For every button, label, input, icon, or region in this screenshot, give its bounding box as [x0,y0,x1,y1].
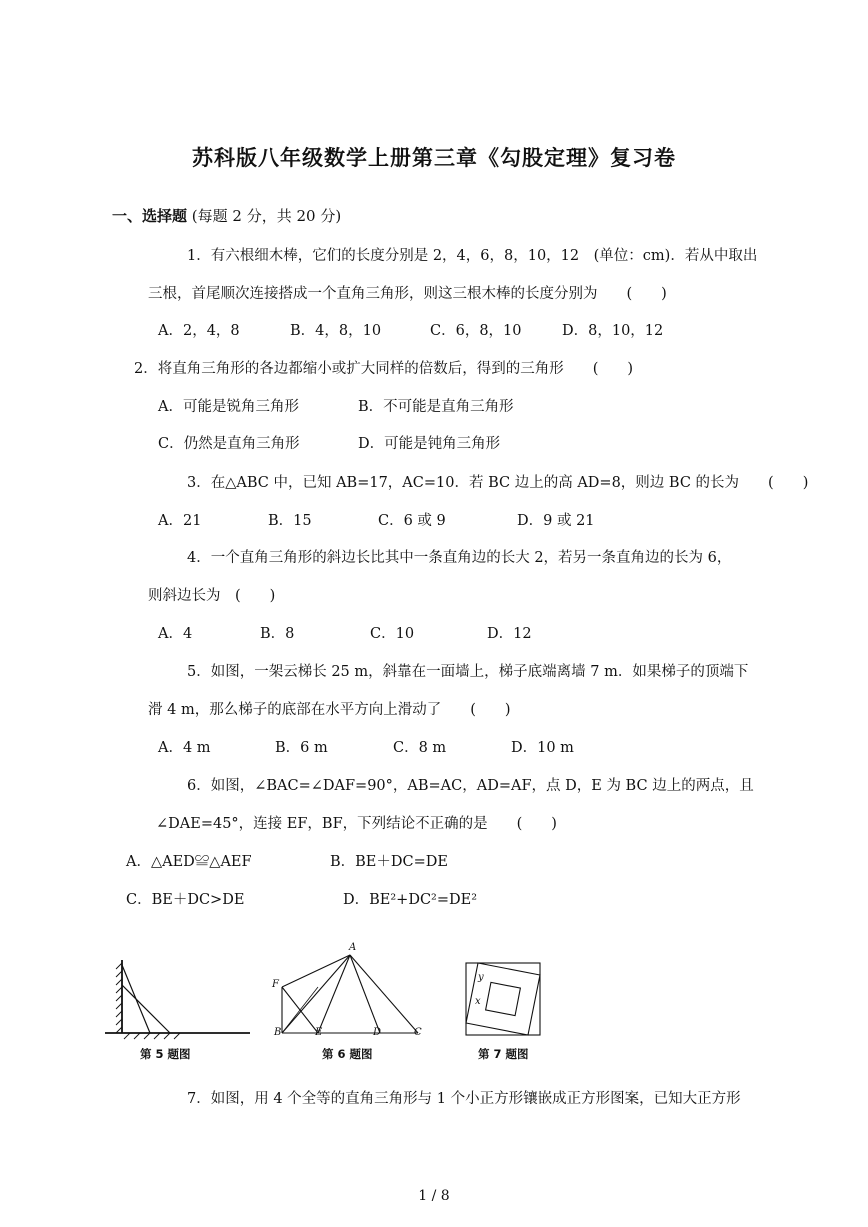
q3-option-b: B．15 [268,513,312,529]
question-2-line-1: 2．将直角三角形的各边都缩小或扩大同样的倍数后，得到的三角形 ( ) [134,361,634,377]
q2-option-b: B．不可能是直角三角形 [358,399,514,415]
question-4-line-2: 则斜边长为 ( ) [148,588,276,604]
question-4-line-1: 4．一个直角三角形的斜边长比其中一条直角边的长大 2，若另一条直角边的长为 6， [187,550,732,566]
q5-option-c: C．8 m [393,740,447,756]
fig6-label-a: A [349,942,357,953]
fig7-label-x: x [475,996,481,1007]
q1-option-b: B．4，8，10 [290,323,382,339]
question-6-line-1: 6．如图，∠BAC=∠DAF=90°，AB=AC，AD=AF，点 D，E 为 BC 边上的两点，且 [187,778,754,794]
fig6-label-b: B [274,1027,282,1038]
q1-option-d: D．8，10，12 [562,323,664,339]
fig7-caption: 第 7 题图 [478,1047,529,1061]
q2-option-d: D．可能是钝角三角形 [358,436,501,452]
question-5-line-2: 滑 4 m，那么梯子的底部在水平方向上滑动了 ( ) [148,702,511,718]
q3-option-c: C．6 或 9 [378,513,446,529]
fig6-triangle-diagram [282,955,418,1033]
fig6-caption: 第 6 题图 [322,1047,373,1061]
q3-option-a: A．21 [158,513,202,529]
section-heading [112,205,341,226]
fig5-ladder-diagram [105,960,250,1039]
q1-option-a: A．2，4，8 [158,323,240,339]
q2-option-c: C．仍然是直角三角形 [158,436,300,452]
q2-option-a: A．可能是锐角三角形 [158,399,299,415]
fig5-caption: 第 5 题图 [140,1047,191,1061]
question-1-line-2: 三根，首尾顺次连接搭成一个直角三角形，则这三根木棒的长度分别为 ( ) [148,286,667,302]
question-7-line-1: 7．如图，用 4 个全等的直角三角形与 1 个小正方形镶嵌成正方形图案，已知大正方形 [187,1091,741,1107]
question-1-line-1: 1．有六根细木棒，它们的长度分别是 2，4，6，8，10，12 (单位：cm)．若从中取出 [187,248,758,264]
question-3-line-1: 3．在△ABC 中，已知 AB=17，AC=10．若 BC 边上的高 AD=8，则边 BC 的长为 ( ) [187,475,809,491]
fig6-label-f: F [272,979,279,990]
figures-row [100,935,580,1045]
q1-option-c: C．6，8，10 [430,323,522,339]
page-number: 1 / 8 [418,1188,450,1204]
q6-option-a: A．△AED≌△AEF [126,854,252,870]
q5-option-d: D．10 m [511,740,574,756]
q4-option-a: A．4 [158,626,193,642]
section-label: 一、选择题 [112,207,188,225]
fig6-label-d: D [373,1027,382,1038]
q4-option-d: D．12 [487,626,532,642]
q6-option-d: D．BE²+DC²=DE² [343,892,478,908]
q4-option-c: C．10 [370,626,415,642]
fig6-label-e: E [315,1027,323,1038]
fig7-label-y: y [478,972,484,983]
q6-option-b: B．BE＋DC=DE [330,854,448,870]
question-5-line-1: 5．如图，一架云梯长 25 m，斜靠在一面墙上，梯子底端离墙 7 m．如果梯子的顶端下 [187,664,749,680]
question-6-line-2: ∠DAE=45°，连接 EF，BF，下列结论不正确的是 ( ) [156,816,557,832]
q5-option-a: A．4 m [158,740,211,756]
q6-option-c: C．BE＋DC>DE [126,892,245,908]
q3-option-d: D．9 或 21 [517,513,595,529]
page-title: 苏科版八年级数学上册第三章《勾股定理》复习卷 [192,145,676,170]
fig6-label-c: C [414,1027,422,1038]
q4-option-b: B．8 [260,626,295,642]
section-note: (每题 2 分，共 20 分) [191,207,342,225]
q5-option-b: B．6 m [275,740,328,756]
